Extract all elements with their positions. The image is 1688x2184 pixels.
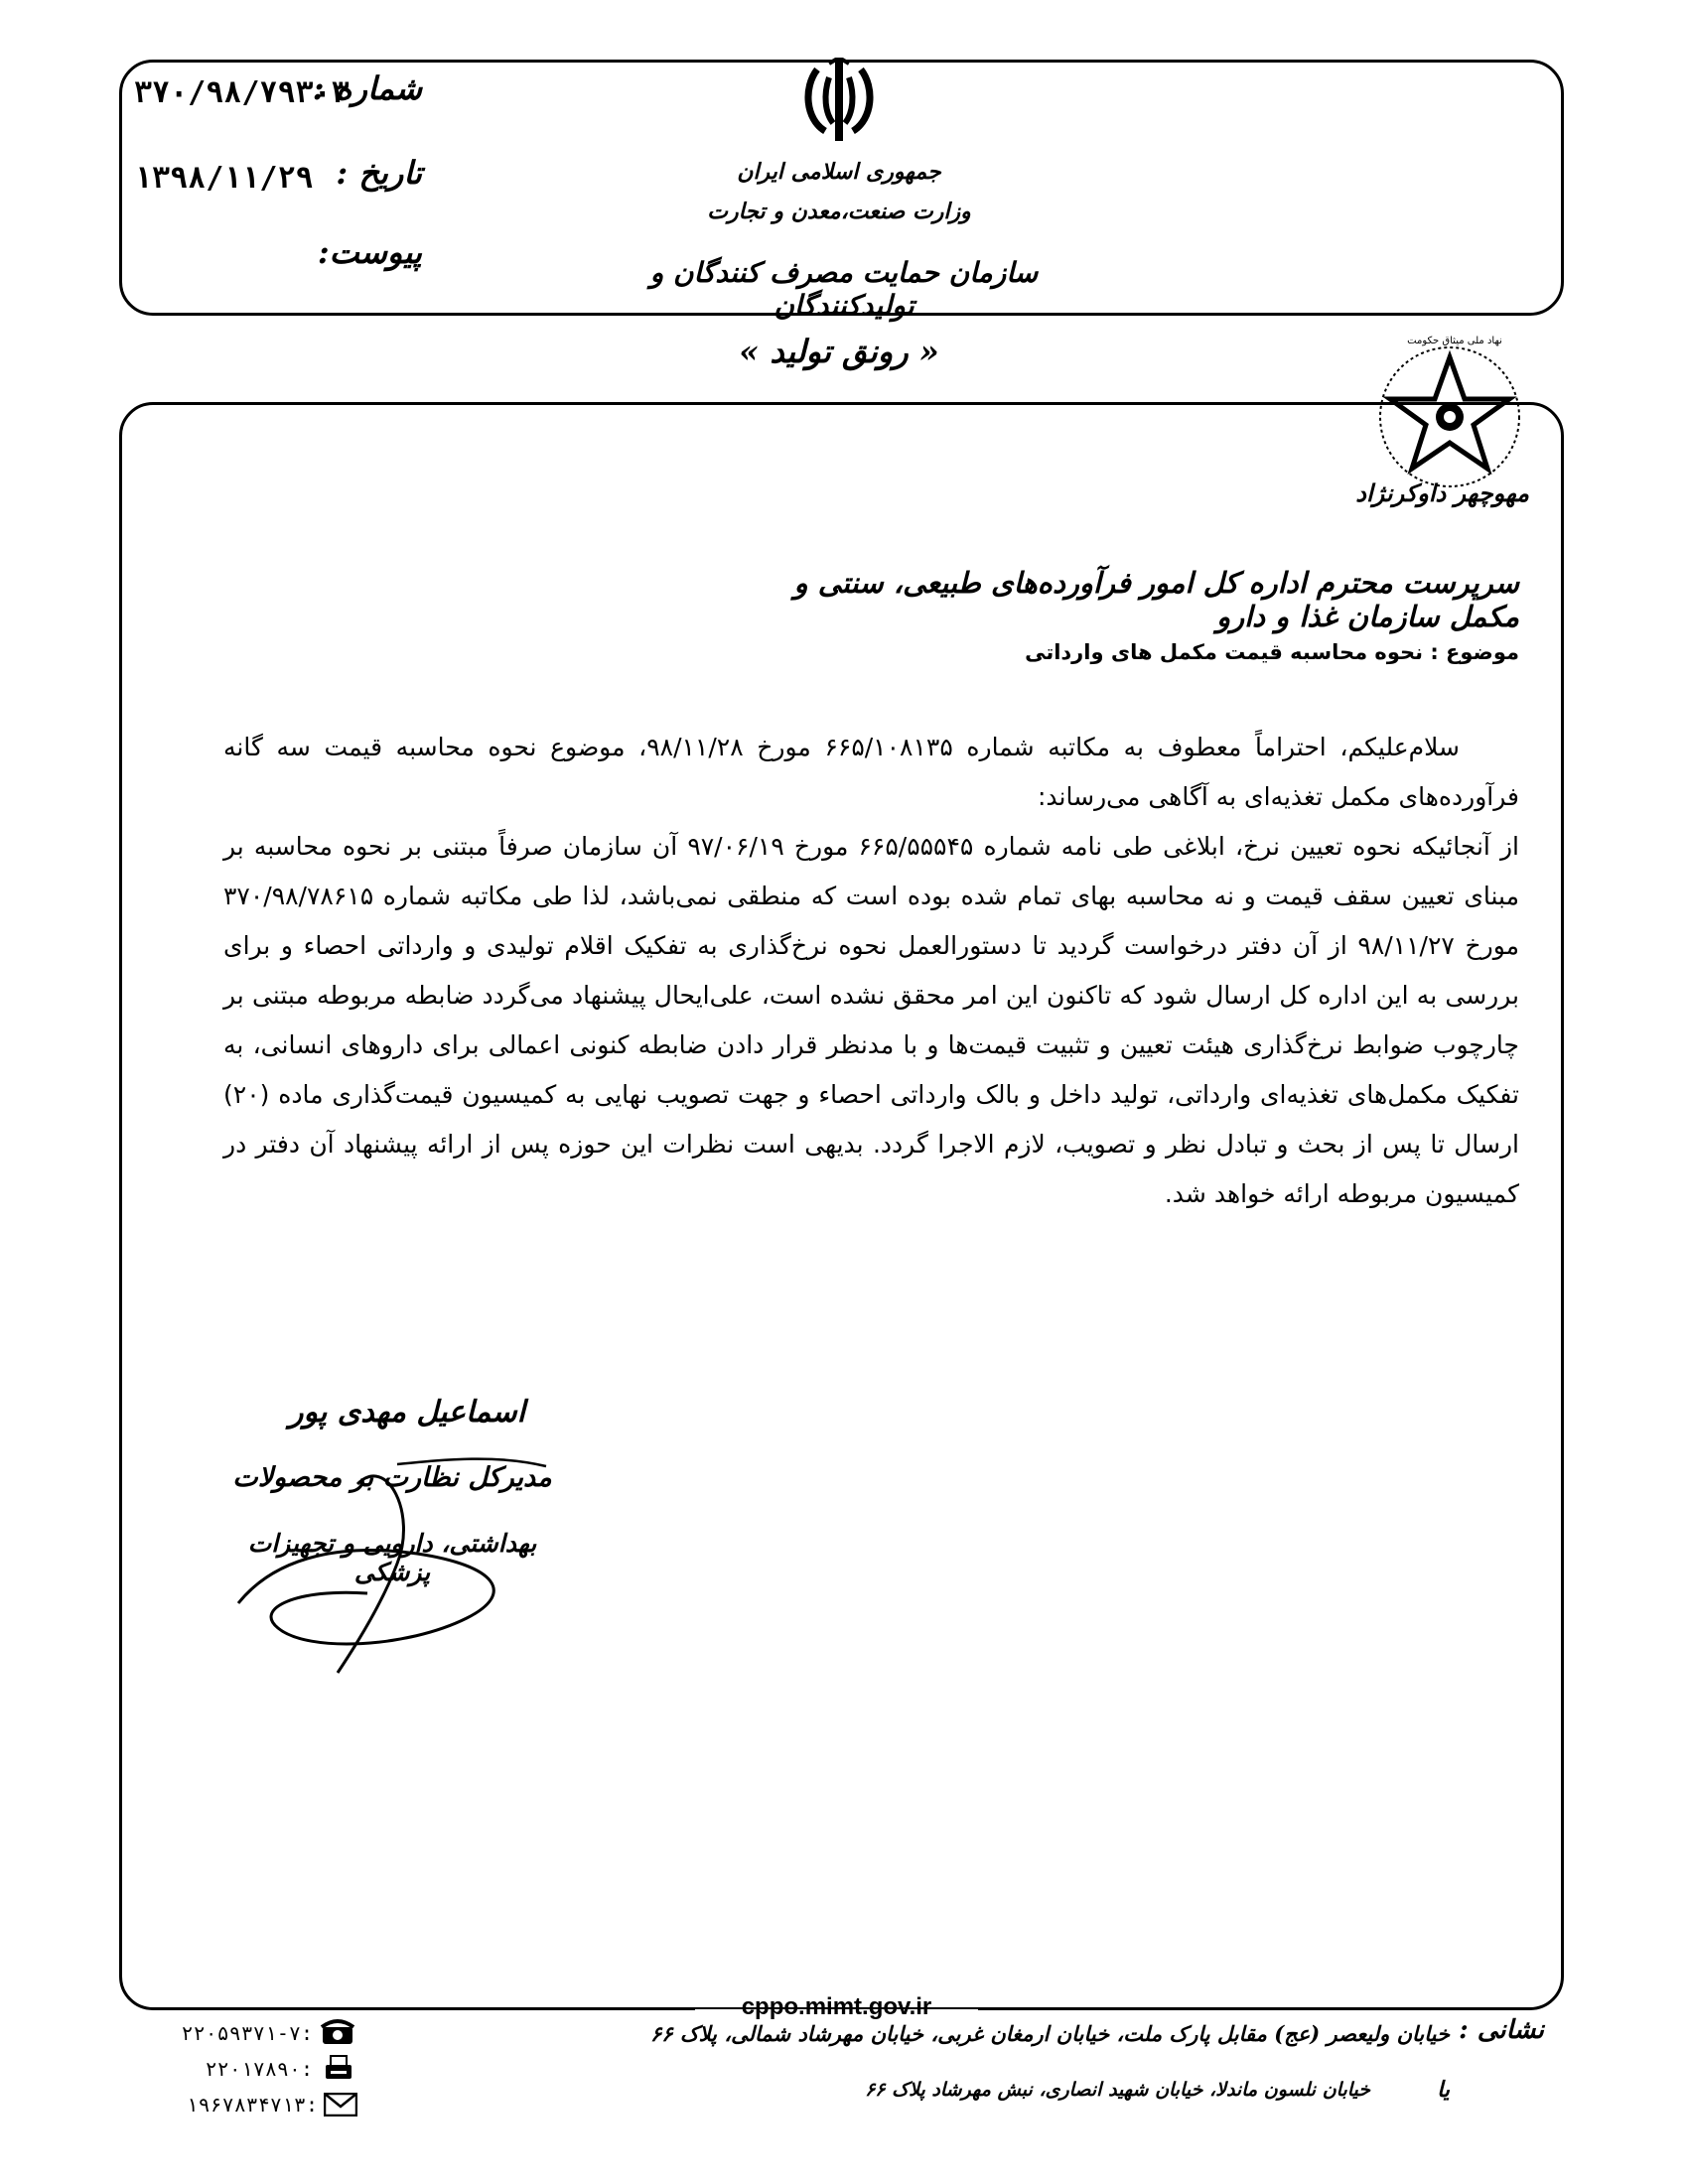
address-line-2-prefix: یا xyxy=(1437,2077,1450,2103)
address-line-1: خیابان ولیعصر (عج) مقابل پارک ملت، خیابان ارمغان غربی، خیابان مهرشاد شمالی، پلاک ۶۶ xyxy=(649,2021,1450,2046)
phone-icon xyxy=(320,2017,355,2051)
organization-stamp-icon xyxy=(1370,338,1529,496)
address-label: نشانی : xyxy=(1459,2015,1544,2045)
paragraph-greeting: سلام‌علیکم، احتراماً معطوف به مکاتبه شماره ۶۶۵/۱۰۸۱۳۵ مورخ ۹۸/۱۱/۲۸، موضوع نحوه محاسبه قیمت سه گانه فرآورده‌های مکمل تغذیه‌ای به آگاهی می‌رساند: xyxy=(223,733,1519,811)
republic-title: جمهوری اسلامی ایران xyxy=(737,159,941,185)
attachment-label: پیوست: xyxy=(317,233,422,271)
stamp-caption: مهوچهر داوکرنژاد xyxy=(1355,478,1529,507)
stamp-arc-text: نهاد ملی میثاق حکومت xyxy=(1407,336,1502,346)
iran-emblem-icon xyxy=(799,58,879,147)
postal-row xyxy=(159,2089,367,2124)
number-label: شماره : xyxy=(312,69,422,107)
signatory-name: اسماعیل مهدی پور xyxy=(289,1395,525,1430)
paragraph-main: از آنجائیکه نحوه تعیین نرخ، ابلاغی طی نامه شماره ۶۶۵/۵۵۵۴۵ مورخ ۹۷/۰۶/۱۹ آن سازمان صرفاً مبتنی بر نحوه محاسبه بر مبنای تعیین سقف قیمت و نه محاسبه بهای تمام شده بوده است که منطقی نمی‌باشد، لذا طی مکاتبه شماره ۳۷۰/۹۸/۷۸۶۱۵ مورخ ۹۸/۱۱/۲۷ از آن دفتر درخواست گردید تا دستورالعمل نحوه نرخ‌گذاری به تفکیک اقلام تولیدی و وارداتی احصاء و برای بررسی به این اداره کل ارسال شود که تاکنون این امر محقق نشده است، علی‌ایحال پیشنهاد می‌گردد ضابطه مربوطه مبتنی بر چارچوب ضوابط نرخ‌گذاری هیئت تعیین و تثبیت قیمت‌ها و با مدنظر قرار دادن ضابطه کنونی اعمالی برای داروهای انسانی، به تفکیک مکمل‌های تغذیه‌ای وارداتی، تولید داخل و بالک وارداتی احصاء و جهت تصویب نهایی به کمیسیون قیمت‌گذاری ماده (۲۰) ارسال تا پس از بحث و تبادل نظر و تصویب، لازم الاجرا گردد. بدیهی است نظرات این حوزه پس از ارائه پیشنهاد آن دفتر در کمیسیون مربوطه ارائه خواهد شد. xyxy=(223,832,1519,1208)
motto: « رونق تولید » xyxy=(739,333,939,370)
fax-number: ۲۲۰۱۷۸۹۰: xyxy=(205,2057,313,2081)
envelope-icon xyxy=(324,2093,357,2120)
handwritten-signature-icon xyxy=(218,1395,586,1693)
phone-row xyxy=(159,2017,367,2053)
address-line-2: خیابان نلسون ماندلا، خیابان شهید انصاری، نبش مهرشاد پلاک ۶۶ xyxy=(865,2079,1370,2101)
signature-block xyxy=(218,1395,586,1693)
signatory-title-line2: بهداشتی، دارویی و تجهیزات پزشکی xyxy=(247,1529,537,1586)
fax-icon xyxy=(324,2055,353,2087)
phone-number: ۲۲۰۵۹۳۷۱-۷: xyxy=(181,2021,313,2045)
signatory-title-line1: مدیرکل نظارت بر محصولات xyxy=(232,1462,552,1493)
organization-title: سازمان حمایت مصرف کنندگان و تولیدکنندگان xyxy=(649,256,1039,322)
date-label: تاریخ : xyxy=(336,154,422,192)
postal-code: ۱۹۶۷۸۳۴۷۱۳: xyxy=(186,2093,318,2116)
website-url[interactable]: cppo.mimt.gov.ir xyxy=(741,1993,932,2020)
ministry-title: وزارت صنعت،معدن و تجارت xyxy=(707,199,971,224)
fax-row xyxy=(159,2053,367,2089)
date-value: ۱۳۹۸/۱۱/۲۹ xyxy=(134,161,314,196)
number-value: ۳۷۰/۹۸/۷۹۳۰۳ xyxy=(134,75,350,110)
subject-line: موضوع : نحوه محاسبه قیمت مکمل های وارداتی xyxy=(1025,640,1519,664)
recipient-line: سرپرست محترم اداره کل امور فرآورده‌های طبیعی، سنتی و مکمل سازمان غذا و دارو xyxy=(793,566,1519,633)
